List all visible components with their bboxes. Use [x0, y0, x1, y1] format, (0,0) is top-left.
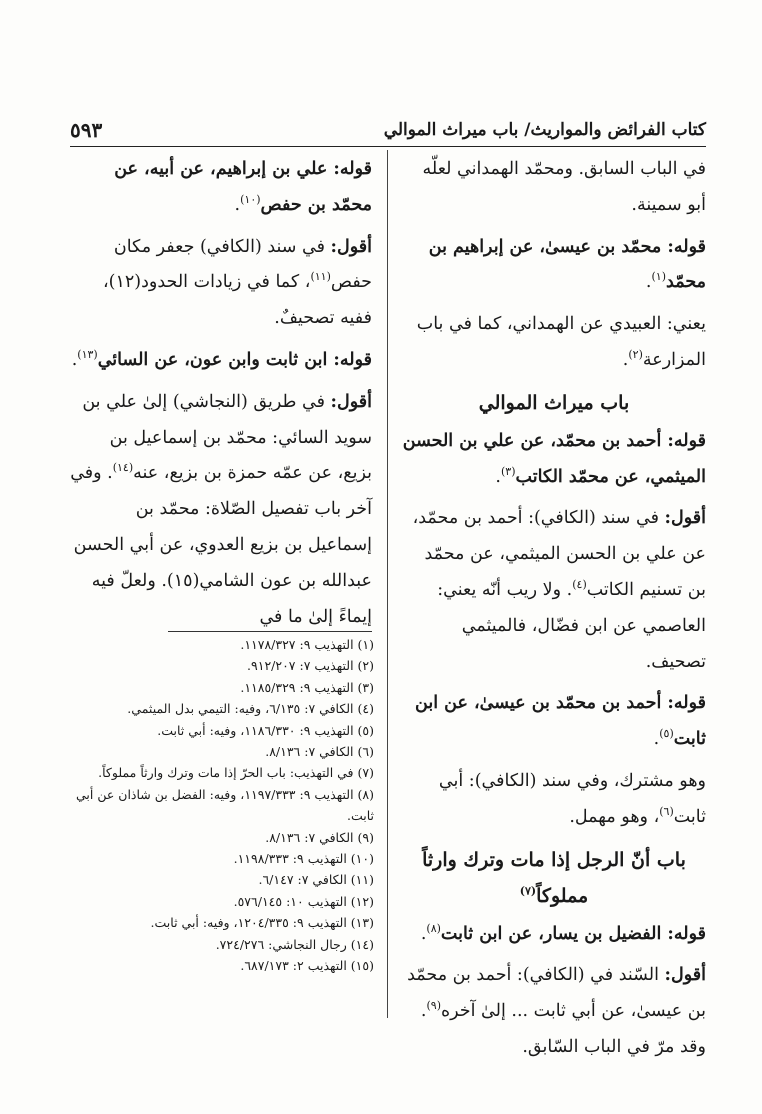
lead-word: قوله:	[333, 349, 372, 370]
paragraph	[402, 230, 706, 302]
section-heading	[402, 385, 706, 421]
quoted-chain: محمّد بن عيسىٰ، عن إبراهيم بن محمّد	[428, 236, 706, 293]
paragraph	[402, 501, 706, 680]
running-header	[70, 114, 706, 147]
paragraph-tail: .	[653, 729, 660, 750]
paragraph-tail: . وقد مرّ في الباب السّابق.	[420, 1001, 706, 1057]
paragraph-tail: ، كما في زيادات الحدود(١٢)، ففيه تصحيفٌ.	[102, 272, 372, 329]
footnote-separator	[168, 631, 372, 632]
footnote-entry: (١٠) التهذيب ٩: ١١٩٨/٣٣٣.	[233, 851, 374, 867]
paragraph-text: في سند (الكافي): أحمد بن محمّد، عن علي بن الحسن الميثمي، عن محمّد بن تسنيم الكاتب	[412, 508, 706, 600]
paragraph	[402, 958, 706, 1065]
lead-word: قوله:	[333, 159, 372, 179]
footnote-ref: (١٤)	[112, 461, 134, 475]
footnote-ref: (٧)	[519, 884, 537, 898]
paragraph	[70, 230, 372, 337]
lead-word: قوله:	[667, 236, 706, 257]
footnote-entry: (١٤) رجال النجاشي: ٧٢٤/٢٧٦.	[215, 936, 374, 952]
section-heading	[402, 842, 706, 914]
column-divider	[387, 150, 388, 1018]
paragraph	[402, 764, 706, 836]
quoted-chain: علي بن إبراهيم، عن أبيه، عن محمّد بن حفص	[114, 159, 372, 215]
paragraph	[402, 917, 706, 953]
lead-word: أقول:	[664, 508, 706, 529]
lead-word: قوله:	[667, 923, 706, 944]
paragraph-tail: . ولا ريب أنّه يعني: العاصمي عن ابن فضّال، فالميثمي تصحيف.	[437, 579, 706, 672]
footnote-entry: (٦) الكافي ٧: ٨/١٣٦.	[265, 744, 374, 760]
left-column	[70, 152, 372, 641]
right-column	[402, 152, 706, 1072]
footnote-ref: (٢)	[628, 348, 643, 362]
paragraph-text: في الباب السابق. ومحمّد الهمداني لعلّه أبو سمينة.	[422, 159, 706, 215]
paragraph	[402, 152, 706, 224]
quoted-chain: أحمد بن محمّد بن عيسىٰ، عن ابن ثابت	[415, 693, 706, 750]
lead-word: قوله:	[667, 430, 706, 451]
lead-word: أقول:	[330, 236, 372, 257]
paragraph-text: باب أنّ الرجل إذا مات وترك وارثاً مملوكاً	[422, 848, 686, 907]
page-number: ٥٩٣	[70, 118, 103, 142]
paragraph-text: وهو مشترك، وفي سند (الكافي): أبي ثابت	[438, 770, 706, 827]
footnote-entry: (٢) التهذيب ٧: ٩١٢/٢٠٧.	[247, 658, 374, 674]
footnote-ref: (٦)	[659, 804, 674, 818]
paragraph-text: السّند في (الكافي): أحمد بن محمّد بن عيسىٰ، عن أبي ثابت ... إلىٰ آخره	[407, 965, 706, 1022]
paragraph-text: في طريق (النجاشي) إلىٰ علي بن سويد السائي: محمّد بن إسماعيل بن بزيع، عن عمّه حمزة بن بزيع، عنه	[82, 391, 372, 484]
paragraph	[402, 424, 706, 496]
footnote-entry: (٥) التهذيب ٩: ١١٨٦/٣٣٠، وفيه: أبي ثابت.	[157, 722, 374, 738]
footnote-entry: (٨) التهذيب ٩: ١١٩٧/٣٣٣، وفيه: الفضل بن شاذان عن أبي ثابت.	[75, 786, 374, 824]
lead-word: أقول:	[330, 391, 372, 412]
footnote-entry: (١٣) التهذيب ٩: ١٢٠٤/٣٣٥، وفيه: أبي ثابت.	[150, 915, 374, 931]
footnote-entry: (١١) الكافي ٧: ٦/١٤٧.	[258, 872, 374, 888]
footnote-entry: (١٢) التهذيب ١٠: ٥٧٦/١٤٥.	[233, 893, 374, 909]
lead-word: أقول:	[664, 965, 706, 986]
footnote-ref: (١)	[651, 270, 667, 284]
lead-word: قوله:	[667, 693, 706, 714]
footnote-entry: (١٥) التهذيب ٢: ٦٨٧/١٧٣.	[240, 958, 374, 974]
paragraph	[402, 307, 706, 379]
paragraph	[70, 385, 372, 636]
footnote-entry: (٩) الكافي ٧: ٨/١٣٦.	[265, 829, 374, 845]
footnotes	[70, 634, 374, 977]
footnote-ref: (٨)	[426, 921, 441, 935]
footnote-ref: (١٠)	[240, 192, 261, 206]
quoted-chain: أحمد بن محمّد، عن علي بن الحسن الميثمي، عن محمّد الكاتب	[402, 430, 706, 487]
footnote-ref: (٩)	[426, 999, 441, 1013]
paragraph-text: يعني: العبيدي عن الهمداني، كما في باب المزارعة	[416, 314, 706, 370]
quoted-chain: ابن ثابت وابن عون، عن السائي	[97, 349, 334, 370]
paragraph-text: باب ميراث الموالي	[478, 391, 630, 414]
footnote-ref: (٥)	[659, 727, 674, 741]
paragraph-tail: .	[495, 466, 501, 487]
paragraph	[70, 343, 372, 379]
footnote-ref: (٤)	[572, 578, 587, 592]
footnote-ref: (٣)	[501, 464, 516, 478]
paragraph-tail: .	[420, 923, 427, 944]
footnote-ref: (١٣)	[77, 348, 98, 362]
paragraph-tail: .	[71, 349, 78, 370]
paragraph-tail: . وفي آخر باب تفصيل الصّلاة: محمّد بن إسماعيل بن بزيع العدوي، عن أبي الحسن عبدالله بن عون الشامي(١٥). ولعلّ فيه إيماءً إلىٰ ما في	[70, 463, 372, 627]
running-title: كتاب الفرائض والمواريث/ باب ميراث الموالي	[383, 120, 706, 140]
footnote-entry: (٤) الكافي ٧: ٦/١٣٥، وفيه: التيمي بدل الميثمي.	[127, 701, 374, 717]
footnote-entry: (١) التهذيب ٩: ١١٧٨/٣٢٧.	[240, 637, 374, 652]
quoted-chain: الفضيل بن يسار، عن ابن ثابت	[440, 923, 668, 944]
paragraph-tail: .	[234, 194, 241, 215]
footnote-ref: (١١)	[310, 270, 331, 284]
paragraph-tail: ، وهو مهمل.	[569, 806, 660, 827]
paragraph	[402, 686, 706, 758]
footnote-entry: (٣) التهذيب ٩: ١١٨٥/٣٢٩.	[240, 679, 374, 695]
paragraph	[70, 152, 372, 224]
footnote-entry: (٧) في التهذيب: باب الحرّ إذا مات وترك وارثاً مملوكاً.	[98, 765, 374, 781]
paragraph-tail: .	[622, 349, 629, 370]
paragraph-text: في سند (الكافي) جعفر مكان حفص	[113, 236, 372, 293]
paragraph-tail: .	[645, 272, 652, 293]
